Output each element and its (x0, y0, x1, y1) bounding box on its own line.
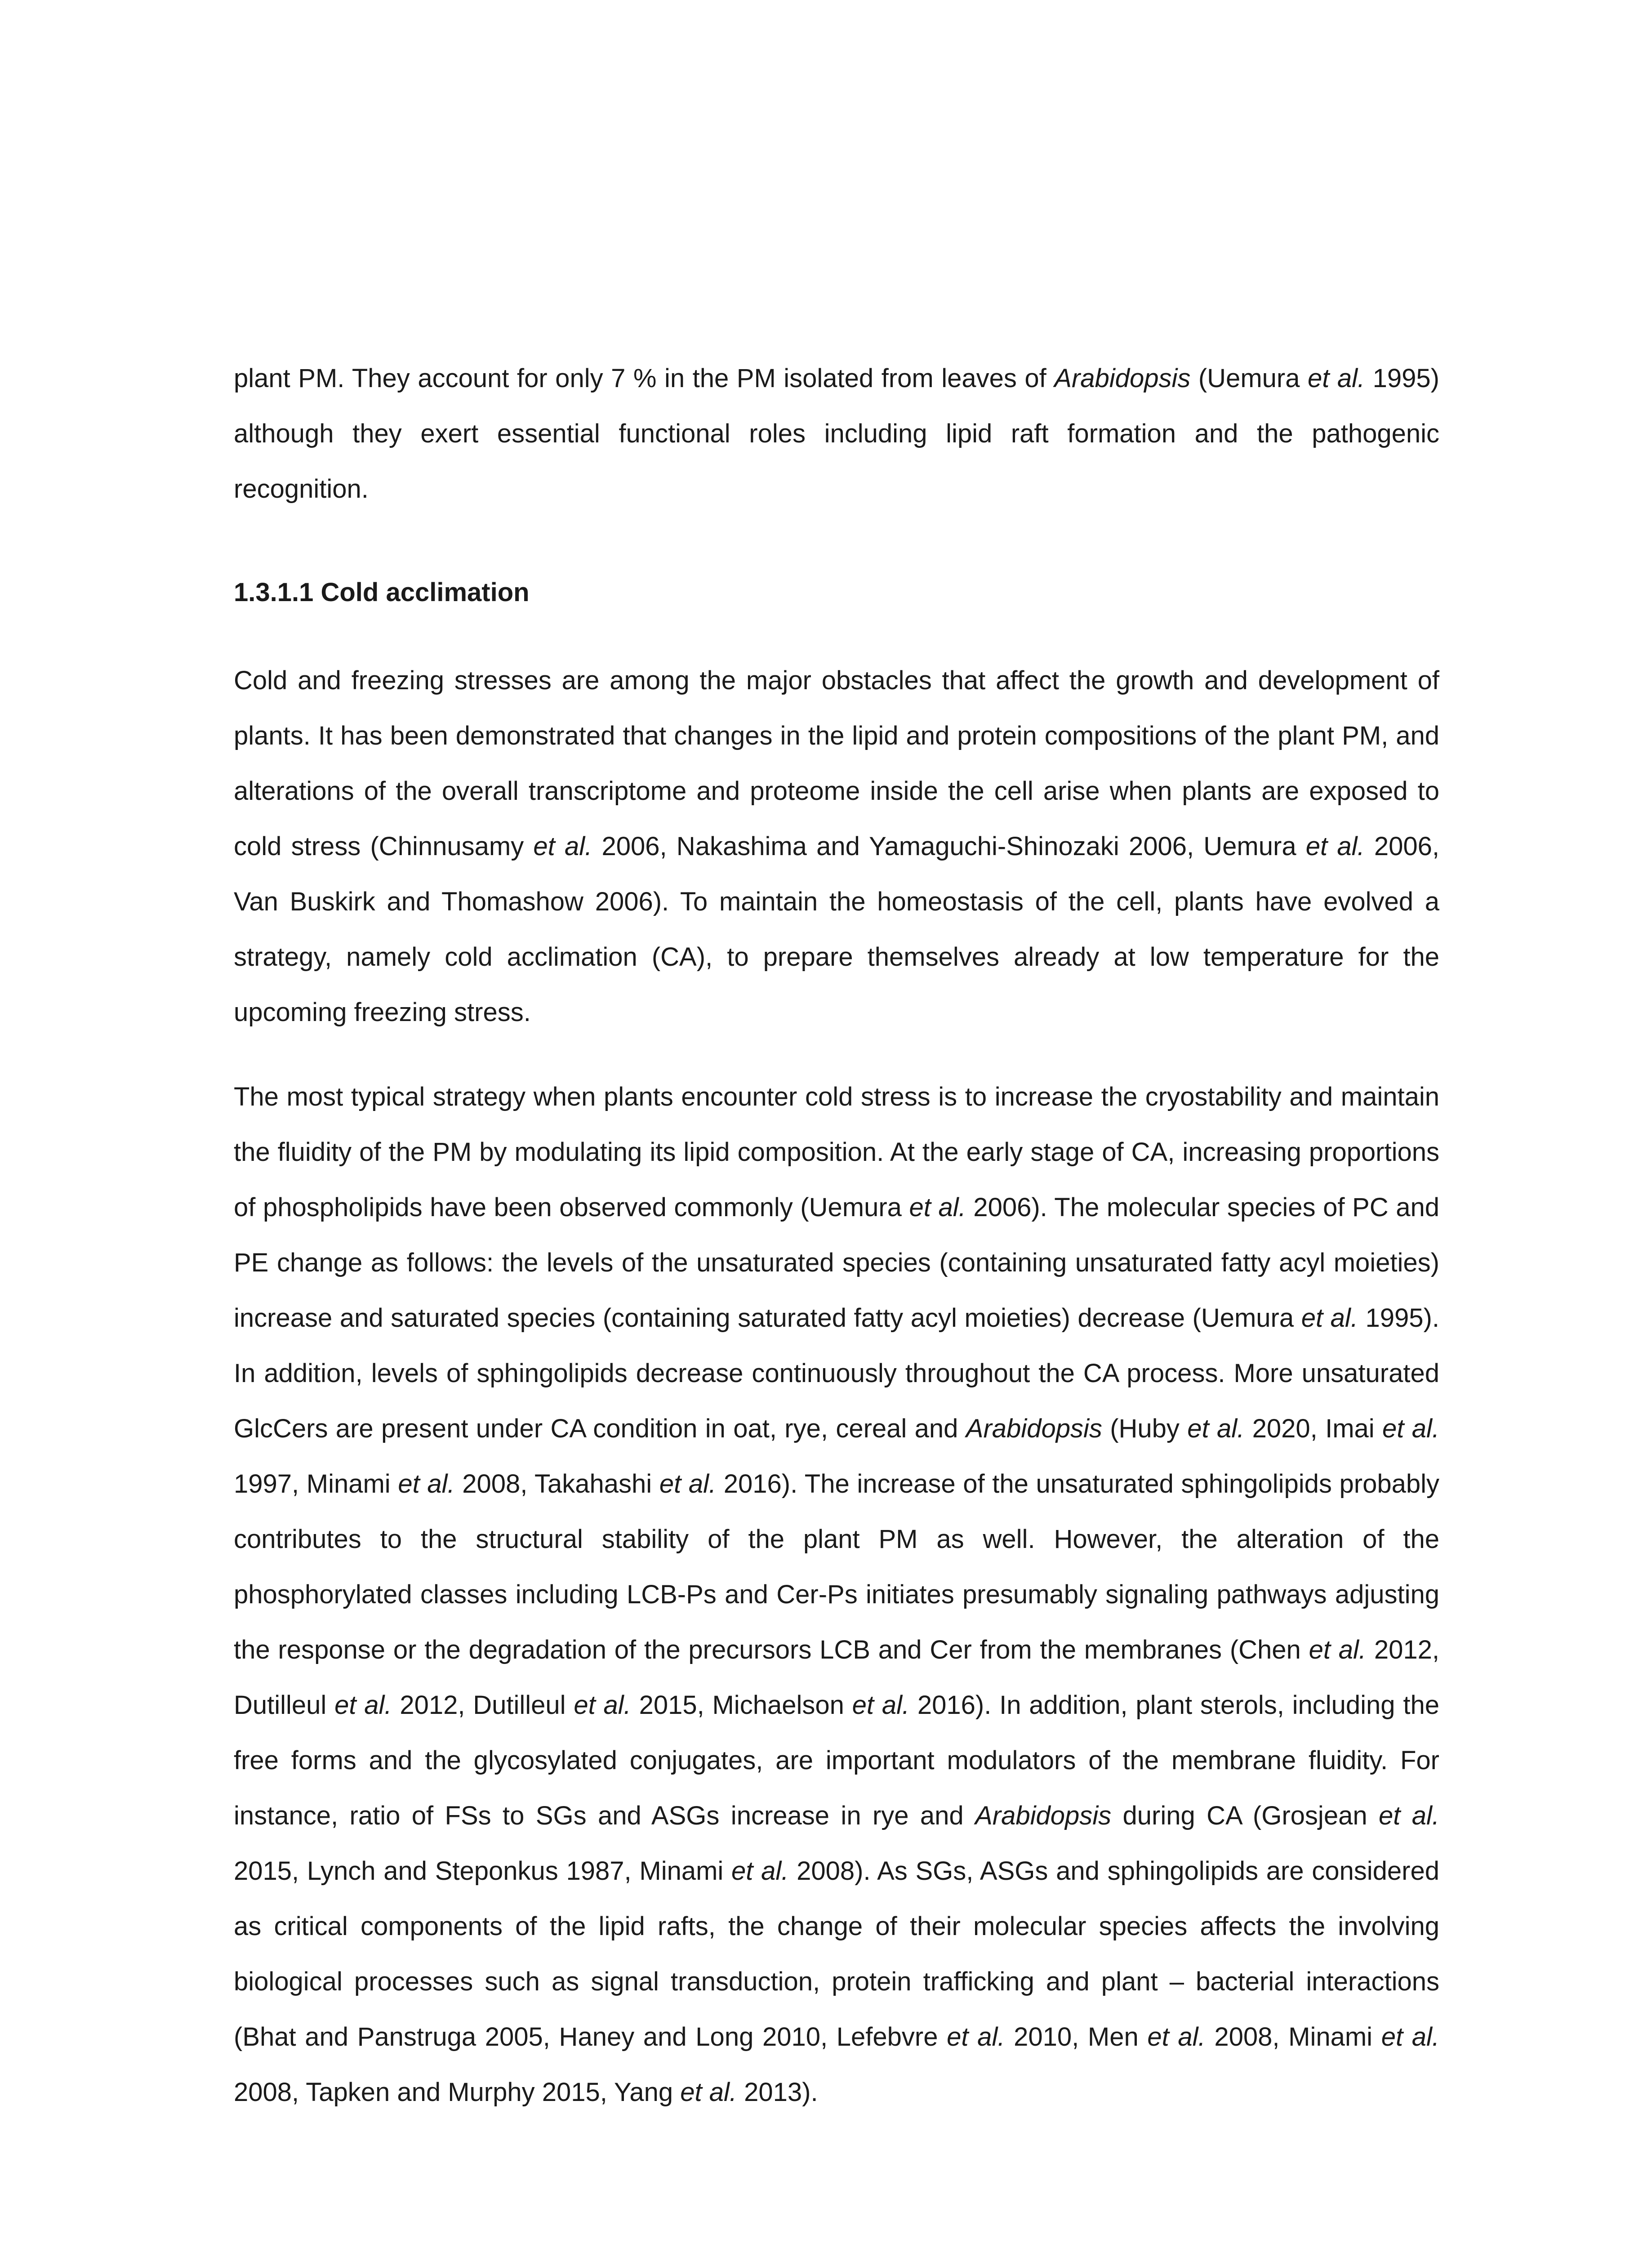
paragraph-cold-stress (234, 653, 1439, 1040)
italic-text-run: et al. (533, 832, 592, 861)
italic-text-run: et al. (1301, 1303, 1358, 1333)
text-run: 2012, Dutilleul (392, 1690, 574, 1720)
text-run: 2006, Nakashima and Yamaguchi-Shinozaki 2006, Uemura (592, 832, 1306, 861)
text-run: The most typical strategy when plants encounter cold stress is to increase the cryostability and maintain the fluidity of the PM by modulating its lipid composition. At the early stage of CA, increasing proportions of phospholipids have been observed commonly (Uemura (234, 1082, 1439, 1222)
paragraph-intro (234, 351, 1439, 517)
section-heading: 1.3.1.1 Cold acclimation (234, 578, 530, 607)
text-run: 2016). In addition, plant sterols, including the free forms and the glycosylated conjugates, are important modulators of the membrane fluidity. For instance, ratio of FSs to SGs and ASGs increase in rye and (234, 1690, 1439, 1830)
text-run: during CA (Grosjean (1111, 1801, 1379, 1830)
text-run: 2015, Michaelson (631, 1690, 852, 1720)
text-run: 2006, Van Buskirk and Thomashow 2006). To maintain the homeostasis of the cell, plants have evolved a strategy, namely cold acclimation (CA), to prepare themselves already at low temperature for the upcoming freezing stress. (234, 832, 1439, 1027)
italic-text-run: Arabidopsis (1054, 364, 1191, 393)
italic-text-run: et al. (334, 1690, 392, 1720)
text-run: 2015, Lynch and Steponkus 1987, Minami (234, 1856, 732, 1886)
paragraph-lipid-strategy (234, 1069, 1439, 2120)
italic-text-run: et al. (731, 1856, 789, 1886)
italic-text-run: et al. (947, 2022, 1005, 2052)
text-run: 2008, Takahashi (454, 1469, 659, 1499)
italic-text-run: et al. (1307, 364, 1365, 393)
italic-text-run: et al. (398, 1469, 455, 1499)
text-run: 2020, Imai (1244, 1414, 1383, 1443)
italic-text-run: et al. (1147, 2022, 1206, 2052)
text-run: 2008). As SGs, ASGs and sphingolipids are considered as critical components of the lipid rafts, the change of their molecular species affects the involving biological processes such as signal transduction, protein trafficking and plant – bacterial interactions (Bhat and Panstruga 2005, Haney and Long 2010, Lefebvre (234, 1856, 1439, 2052)
italic-text-run: et al. (574, 1690, 631, 1720)
text-run: 2016). The increase of the unsaturated sphingolipids probably contributes to the structural stability of the plant PM as well. However, the alteration of the phosphorylated classes including LCB-Ps and Cer-Ps initiates presumably signaling pathways adjusting the response or the degradation of the precursors LCB and Cer from the membranes (Chen (234, 1469, 1439, 1664)
text-run: 2008, Minami (1205, 2022, 1381, 2052)
text-run: 2013). (736, 2078, 818, 2107)
italic-text-run: Arabidopsis (966, 1414, 1102, 1443)
italic-text-run: et al. (680, 2078, 737, 2107)
text-run: plant PM. They account for only 7 % in the PM isolated from leaves of (234, 364, 1055, 393)
italic-text-run: et al. (1381, 2022, 1440, 2052)
text-run: Cold and freezing stresses are among the major obstacles that affect the growth and development of plants. It has been demonstrated that changes in the lipid and protein compositions of the plant PM, and alterations of the overall transcriptome and proteome inside the cell arise when plants are exposed to cold stress (Chinnusamy (234, 666, 1439, 861)
text-run: 1995) although they exert essential functional roles including lipid raft formation and the pathogenic recognition. (234, 364, 1439, 504)
text-run: 2010, Men (1005, 2022, 1148, 2052)
text-run: (Huby (1102, 1414, 1188, 1443)
italic-text-run: et al. (1309, 1635, 1367, 1664)
text-run: 2012, Dutilleul (234, 1635, 1439, 1720)
italic-text-run: et al. (659, 1469, 717, 1499)
text-run: 2006). The molecular species of PC and PE change as follows: the levels of the unsaturated species (containing unsaturated fatty acyl moieties) increase and saturated species (containing saturated fatty acyl moieties) decrease (Uemura (234, 1193, 1439, 1333)
italic-text-run: et al. (909, 1193, 966, 1222)
text-run: 1997, Minami (234, 1469, 398, 1499)
italic-text-run: et al. (1187, 1414, 1245, 1443)
text-run: (Uemura (1190, 364, 1308, 393)
italic-text-run: et al. (1378, 1801, 1440, 1830)
italic-text-run: Arabidopsis (975, 1801, 1112, 1830)
italic-text-run: et al. (1305, 832, 1365, 861)
text-run: 1995). In addition, levels of sphingolipids decrease continuously throughout the CA process. More unsaturated GlcCers are present under CA condition in oat, rye, cereal and (234, 1303, 1439, 1443)
italic-text-run: et al. (852, 1690, 910, 1720)
text-run: 2008, Tapken and Murphy 2015, Yang (234, 2078, 681, 2107)
italic-text-run: et al. (1382, 1414, 1439, 1443)
